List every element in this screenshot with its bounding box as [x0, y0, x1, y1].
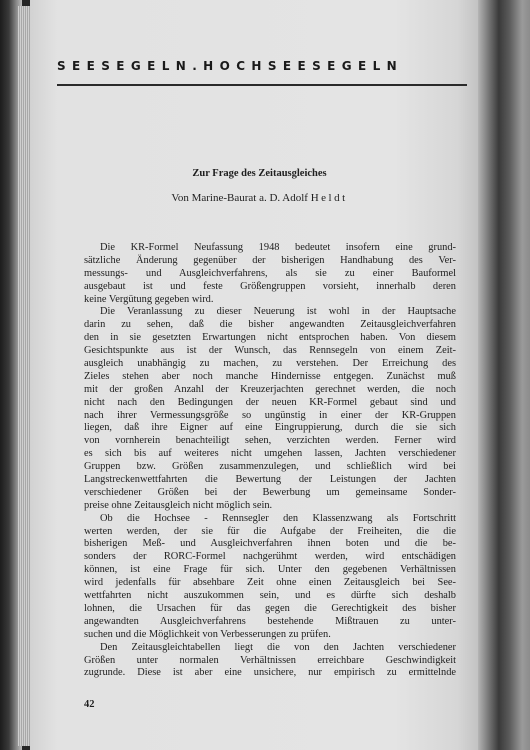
body-line: liegen, daß ihre Eigner auf eine Eingruppierung, durch die sie sich [84, 422, 456, 434]
body-line: messungs- und Ausgleichverfahrens, als sie zu einer Bauformel [84, 267, 456, 279]
body-line: nach ihrer Vermessungsgröße so ungünstig in einer der KR-Gruppen [84, 409, 456, 421]
body-line: angewandten Ausgleichverfahrens bestehende Mißtrauen zu unter- [84, 615, 456, 627]
body-line: ausgleich unabhängig zu machen, zu verstehen. Der Erreichung des [84, 358, 456, 370]
body-line: den in sie gesetzten Erwartungen nicht entsprochen haben. Von diesem [84, 332, 456, 344]
article-title: Zur Frage des Zeitausgleiches [192, 168, 327, 179]
body-line: Die Veranlassung zu dieser Neuerung ist wohl in der Hauptsache [100, 306, 456, 318]
body-line: Gesichtspunkte aus ist der Wunsch, das Rennsegeln von einem Zeit- [84, 345, 456, 357]
body-line: nicht nach den Bedingungen der neuen KR-Formel gebaut sind und [84, 396, 456, 408]
body-line: von vornherein benachteiligt sehen, verzichten werden. Ferner wird [84, 435, 456, 447]
body-line: Größen unter normalen Verhältnissen erreichbare Geschwindigkeit [84, 654, 456, 666]
article-body [84, 242, 456, 680]
book-gutter [478, 0, 530, 750]
author-surname: Heldt [310, 192, 348, 204]
body-line: wettfahrten nicht auszukommen sein, und es dürfte sich deshalb [84, 590, 456, 602]
body-line: es sich bis auf weiteres nicht umgehen lassen, Jachten verschiedener [84, 448, 456, 460]
body-line: zugrunde. Diese ist aber eine unsichere, nur empirisch zu ermittelnde [84, 667, 456, 679]
body-line: Die KR-Formel Neufassung 1948 bedeutet insofern eine grund- [100, 242, 456, 253]
body-line: können, ist eine Frage für sich. Unter den gegebenen Verhältnissen [84, 564, 456, 576]
body-line: lohnen, die Ursachen für das gegen die Gerechtigkeit des bisher [84, 602, 456, 614]
header-rule [57, 84, 467, 86]
article-byline [57, 192, 462, 204]
body-line: wird jedenfalls für absehbare Zeit ohne einen Zeitausgleich bei See- [84, 577, 456, 589]
body-line: sonders der RORC-Formel nachgerühmt werden, wird entschädigen [84, 551, 456, 563]
body-line: suchen und die Möglichkeit von Verbesserungen zu prüfen. [84, 628, 331, 640]
body-line: darin zu sehen, daß die bisher angewandten Zeitausgleichverfahren [84, 319, 456, 331]
body-line: preise ohne Zeitausgleich nicht möglich sein. [84, 499, 273, 511]
body-line: Den Zeitausgleichtabellen liegt die von den Jachten verschiedener [100, 641, 456, 653]
body-line: Langstreckenwettfahrten die Bewertung der Leistungen der Jachten [84, 474, 456, 486]
body-line: keine Vergütung gegeben wird. [84, 293, 214, 305]
body-line: Zieles stehen aber noch manche Hindernisse entgegen. Zunächst muß [84, 370, 456, 382]
body-line: ausgebaut ist und feste Größengruppen vorsieht, innerhalb deren [84, 280, 456, 292]
body-line: sätzliche Änderung gegenüber der bisherigen Handhabung des Ver- [84, 254, 456, 266]
running-header: SEESEGELN.HOCHSEESEGELN [57, 59, 404, 73]
body-line: werten werden, der sie für die Aufgabe der Freiheiten, die die [84, 525, 456, 537]
byline-prefix: Von Marine-Baurat a. D. Adolf [171, 192, 308, 204]
body-line: mit der großen Anzahl der Kreuzerjachten gerechnet werden, die noch [84, 383, 456, 395]
body-line: bisherigen Meß- und Ausgleichverfahren ihnen boten und die be- [84, 538, 456, 550]
body-line: Ob die Hochsee - Rennsegler den Klassenzwang als Fortschritt [100, 512, 456, 524]
body-line: verschiedener Größen bei der Bewerbung um gemeinsame Sonder- [84, 486, 456, 498]
page-number: 42 [84, 699, 95, 710]
body-line: Gruppen bzw. Größen zusammenzulegen, und schließlich wird bei [84, 461, 456, 473]
